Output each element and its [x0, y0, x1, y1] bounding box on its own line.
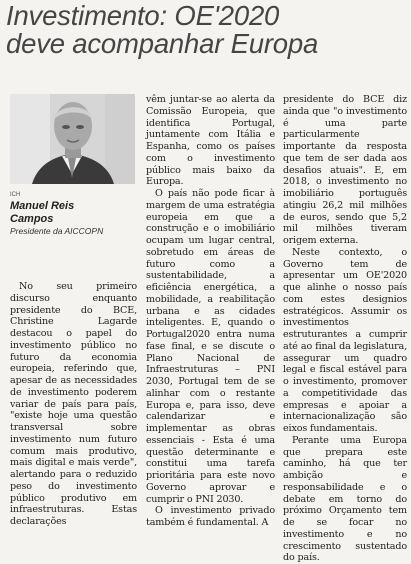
paragraph: Neste contexto, o Governo tem de apresentar um OE'2020 que alinhe o nosso país com estes designios estratégicos. Assumir os investimentos estruturantes a cumprir até ao final da legislatura, assegurar um quadro legal e fiscal estável para o investimento, promover a competitividade das empresas e apoiar a internacionalização são eixos fundamentais.	[283, 246, 407, 434]
author-name	[10, 200, 74, 226]
paragraph: No seu primeiro discurso enquanto presidente do BCE, Christine Lagarde destacou o papel do investimento público no futuro da economia europeia, referindo que, apesar de as necessidades de investimento poderem variar de país para país, "existe hoje uma questão transversal sobre investimento num futuro comum mais produtivo, mais digital e mais verde", alertando para o reduzido peso do investimento público produtivo em infraestruturas. Estas declarações	[10, 281, 137, 527]
author-portrait	[10, 94, 135, 184]
paragraph: presidente do BCE diz ainda que "o investimento é uma parte particularmente importante da resposta que tem de ser dada aos desafios atuais". E, em 2018, o investimento no imobiliário português atingiu 26,2 mil milhões de euros, sendo que 5,2 mil milhões tiveram origem externa.	[283, 94, 407, 246]
author-name-line-2: Campos	[10, 213, 54, 225]
byline-tag: ICH	[10, 192, 21, 198]
headline-line-1: Investimento: OE'2020	[6, 0, 280, 31]
paragraph: O investimento privado também é fundamental. A	[146, 505, 275, 528]
author-name-line-1: Manuel Reis	[10, 200, 75, 212]
paragraph: O país não pode ficar à margem de uma estratégia europeia em que a construção e o imobiliário ocupam um lugar central, sobretudo em áreas de futuro como a sustentabilidade, a eficiência energética, a mobilidade, a reabilitação urbana e as cidades inteligentes. E, quando o Portugal2020 entra numa fase final, e se discute o Plano Nacional de Infraestruturas – PNI 2030, Portugal tem de se alinhar com o restante Europa e, para isso, deve calendarizar e implementar as obras essenciais - Esta é uma questão determinante e constitui uma tarefa prioritária para este novo Governo aprovar e cumprir o PNI 2030.	[146, 188, 275, 505]
headline-line-2: deve acompanhar Europa	[6, 28, 319, 59]
author-portrait-image	[10, 94, 135, 184]
author-role: Presidente da AICCOPN	[10, 226, 104, 236]
paragraph: Perante uma Europa que prepara este caminho, há que ter ambição e responsabilidade e o debate em torno do próximo Orçamento tem de se focar no investimento e no crescimento sustentado do país.	[283, 434, 407, 564]
paragraph: vêm juntar-se ao alerta da Comissão Europeia, que identifica Portugal, juntamente com Itália e Espanha, como os países com o investimento público mais baixo da Europa.	[146, 94, 275, 188]
article-column-2	[146, 94, 275, 529]
article-column-3	[283, 94, 407, 564]
headline	[6, 2, 406, 58]
article-column-1	[10, 281, 137, 528]
